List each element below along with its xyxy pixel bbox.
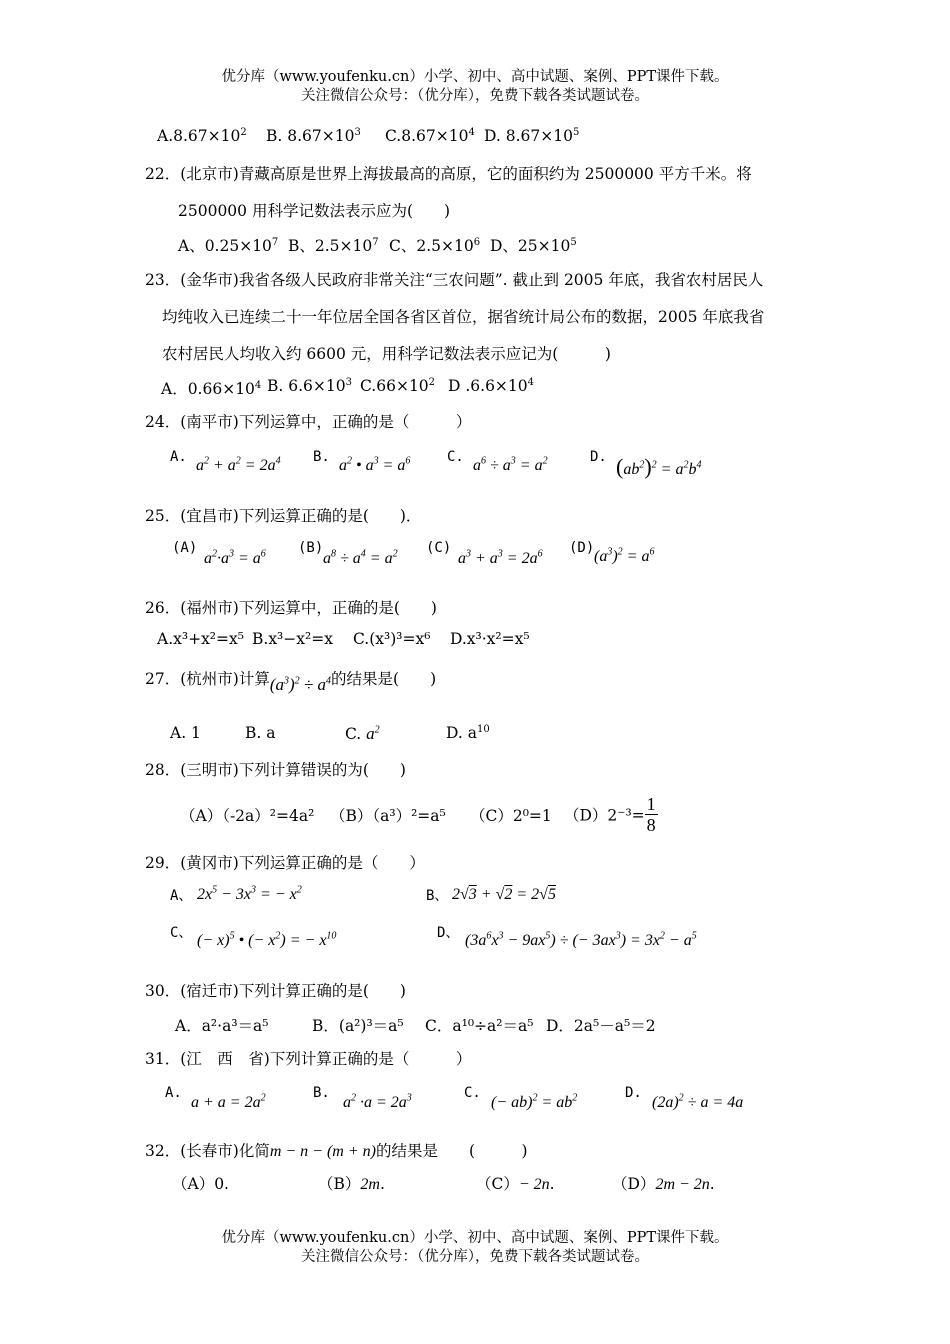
q29-label-a: A、 — [170, 888, 193, 904]
q24-formula-c: $a^6 \div a^3 = a^2$ — [473, 455, 548, 474]
q25-label-d: (D) — [569, 540, 595, 556]
page-footer-line2: 关注微信公众号：（优分库），免费下载各类试题试卷。 — [301, 1249, 649, 1265]
q32-option-a: （A）0. — [172, 1175, 229, 1193]
q25-stem: 25．(宜昌市)下列运算正确的是( )． — [145, 507, 422, 525]
q22-stem-line1: 22．(北京市)青藏高原是世界上海拔最高的高原，它的面积约为 2500000 平方千米。将 — [145, 165, 752, 183]
q27-option-a: A. 1 — [170, 724, 201, 742]
q32-option-d: （D）2m − 2n. — [612, 1175, 715, 1193]
q31-formula-b: $a^2 \cdot a = 2a^3$ — [343, 1092, 412, 1111]
q22-option-b: B、$2.5\times 10^7$ — [288, 236, 379, 255]
q28-option-b: （B）（a³）²=a⁵ — [330, 807, 446, 825]
q29-formula-c: (− x)$^5$ • (− $x^2$) = − $x^{10}$ — [197, 930, 337, 949]
q24-label-d: D. — [590, 449, 607, 465]
q23-stem-line1: 23．(金华市)我省各级人民政府非常关注“三农问题”. 截止到 2005 年底，我省农村居民人 — [145, 271, 764, 289]
q22-option-c: C、$2.5\times 10^6$ — [389, 236, 481, 255]
q32-option-c: （C）− 2n. — [476, 1175, 555, 1193]
q31-label-b: B. — [313, 1085, 330, 1101]
q25-label-a: (A) — [172, 540, 198, 556]
q29-label-b: B、 — [426, 888, 449, 904]
q31-label-c: C. — [464, 1085, 481, 1101]
q23-option-b: B. $6.6\times 10^3$ — [267, 376, 352, 395]
q21-option-c: $C.8.67\times 10^4$ — [385, 126, 475, 145]
q21-option-d: D. $8.67\times 10^5$ — [484, 126, 580, 145]
q28-option-d: （D）2⁻³= $\frac{1}{8}$ — [564, 794, 656, 835]
q27-formula: $(a^3)^2 \div a^4$ — [269, 675, 332, 694]
q25-label-b: (B) — [298, 540, 324, 556]
q29-formula-a: $2x^5 - 3x^3$ = − $x^2$ — [197, 884, 302, 903]
q31-label-a: A. — [165, 1085, 182, 1101]
q31-formula-a: $a + a = 2a^2$ — [191, 1092, 266, 1111]
q29-stem: 29．(黄冈市)下列运算正确的是（ ） — [145, 854, 425, 872]
q26-option-b: B.x³−x²=x — [252, 630, 333, 648]
q28-fraction: $\frac{1}{8}$ — [646, 794, 656, 835]
q23-option-a: A．$0.66\times 10^4$ — [161, 379, 262, 398]
page-footer-line1: 优分库（www.youfenku.cn）小学、初中、高中试题、案例、PPT课件下载。 — [221, 1230, 729, 1246]
q27-option-d: D. $a^{10}$ — [446, 723, 490, 742]
q23-stem-line2: 均纯收入已连续二十一年位居全国各省区首位，据省统计局公布的数据，2005 年底我省 — [162, 308, 765, 326]
q24-label-b: B. — [313, 449, 330, 465]
q27-stem: 27．(杭州市)计算$(a^3)^2 \div a^4$的结果是( ) — [145, 670, 437, 694]
q25-formula-c: $a^3 + a^3 = 2a^6$ — [458, 548, 543, 567]
q31-formula-d: $(2a)^2 \div a = 4a$ — [652, 1092, 744, 1111]
q30-option-a: A．a²·a³＝a⁵ — [175, 1017, 269, 1035]
q25-formula-b: $a^8 \div a^4 = a^2$ — [323, 548, 398, 567]
q24-formula-d: $(ab^2)^2 = a^2b^4$ — [616, 454, 702, 479]
q29-label-d: D、 — [437, 925, 460, 941]
q28-stem: 28．(三明市)下列计算错误的为( ) — [145, 761, 406, 779]
q32-option-b: （B）2m. — [318, 1175, 385, 1193]
page-header-line1: 优分库（www.youfenku.cn）小学、初中、高中试题、案例、PPT课件下载。 — [221, 69, 729, 85]
q26-option-d: D.x³·x²=x⁵ — [450, 630, 530, 648]
q26-option-a: A.x³+x²=x⁵ — [157, 630, 244, 648]
q24-label-a: A. — [170, 449, 187, 465]
q30-option-c: C．a¹⁰÷a²＝a⁵ — [425, 1017, 534, 1035]
q21-option-b: B. $8.67\times 10^3$ — [266, 126, 361, 145]
q26-stem: 26．(福州市)下列运算中，正确的是( ) — [145, 599, 437, 617]
q29-label-c: C、 — [170, 925, 193, 941]
q31-stem: 31．(江 西 省)下列计算正确的是（ ） — [145, 1050, 472, 1068]
q29-formula-b: 2√3 + √2 = 2√5 — [452, 886, 556, 903]
q24-label-c: C. — [447, 449, 464, 465]
q21-option-a: $A.8.67\times 10^2$ — [157, 126, 247, 145]
q24-formula-a: $a^2 + a^2 = 2a^4$ — [196, 455, 281, 474]
q23-stem-line3: 农村居民人均收入约 6600 元，用科学记数法表示应记为( ) — [162, 345, 611, 363]
q32-expression: m − n − (m + n) — [269, 1143, 376, 1160]
q30-option-d: D．2a⁵－a⁵＝2 — [546, 1017, 656, 1035]
q25-formula-a: $a^2\cdot a^3 = a^6$ — [204, 548, 266, 567]
q25-formula-d: $(a^3)^2 = a^6$ — [594, 546, 655, 565]
q26-option-c: C.(x³)³=x⁶ — [353, 630, 431, 648]
q23-option-d: D $.6.6\times 10^4$ — [448, 376, 535, 395]
q28-option-a: （A）（-2a）²=4a² — [180, 807, 315, 825]
q22-option-d: D、$25\times 10^5$ — [490, 236, 577, 255]
q25-label-c: (C) — [426, 540, 452, 556]
q28-option-c: （C）2⁰=1 — [470, 807, 552, 825]
q27-option-c: C. $a^2$ — [345, 724, 380, 743]
q30-stem: 30．(宿迁市)下列计算正确的是( ) — [145, 982, 406, 1000]
q27-option-b: B. a — [245, 724, 276, 742]
q22-option-a: A、$0.25\times 10^7$ — [178, 236, 279, 255]
q31-formula-c: (− $ab)^2 = ab^2$ — [491, 1092, 578, 1111]
q30-option-b: B．(a²)³＝a⁵ — [312, 1017, 404, 1035]
q32-stem: 32．(长春市)化简m − n − (m + n)的结果是 ( ) — [145, 1142, 528, 1160]
page-header-line2: 关注微信公众号：（优分库），免费下载各类试题试卷。 — [301, 88, 649, 104]
q23-option-c: $C.66\times 10^2$ — [360, 376, 436, 395]
q29-formula-d: $(3a^6x^3 - 9ax^5)$ ÷ (− $3ax^3) = 3x^2 - a^5$ — [465, 930, 697, 949]
q31-label-d: D. — [625, 1085, 642, 1101]
q24-formula-b: $a^2$ • $a^3 = a^6$ — [339, 455, 411, 474]
q24-stem: 24．(南平市)下列运算中，正确的是（ ） — [145, 413, 472, 431]
q22-stem-line2: 2500000 用科学记数法表示应为( ) — [178, 202, 451, 220]
